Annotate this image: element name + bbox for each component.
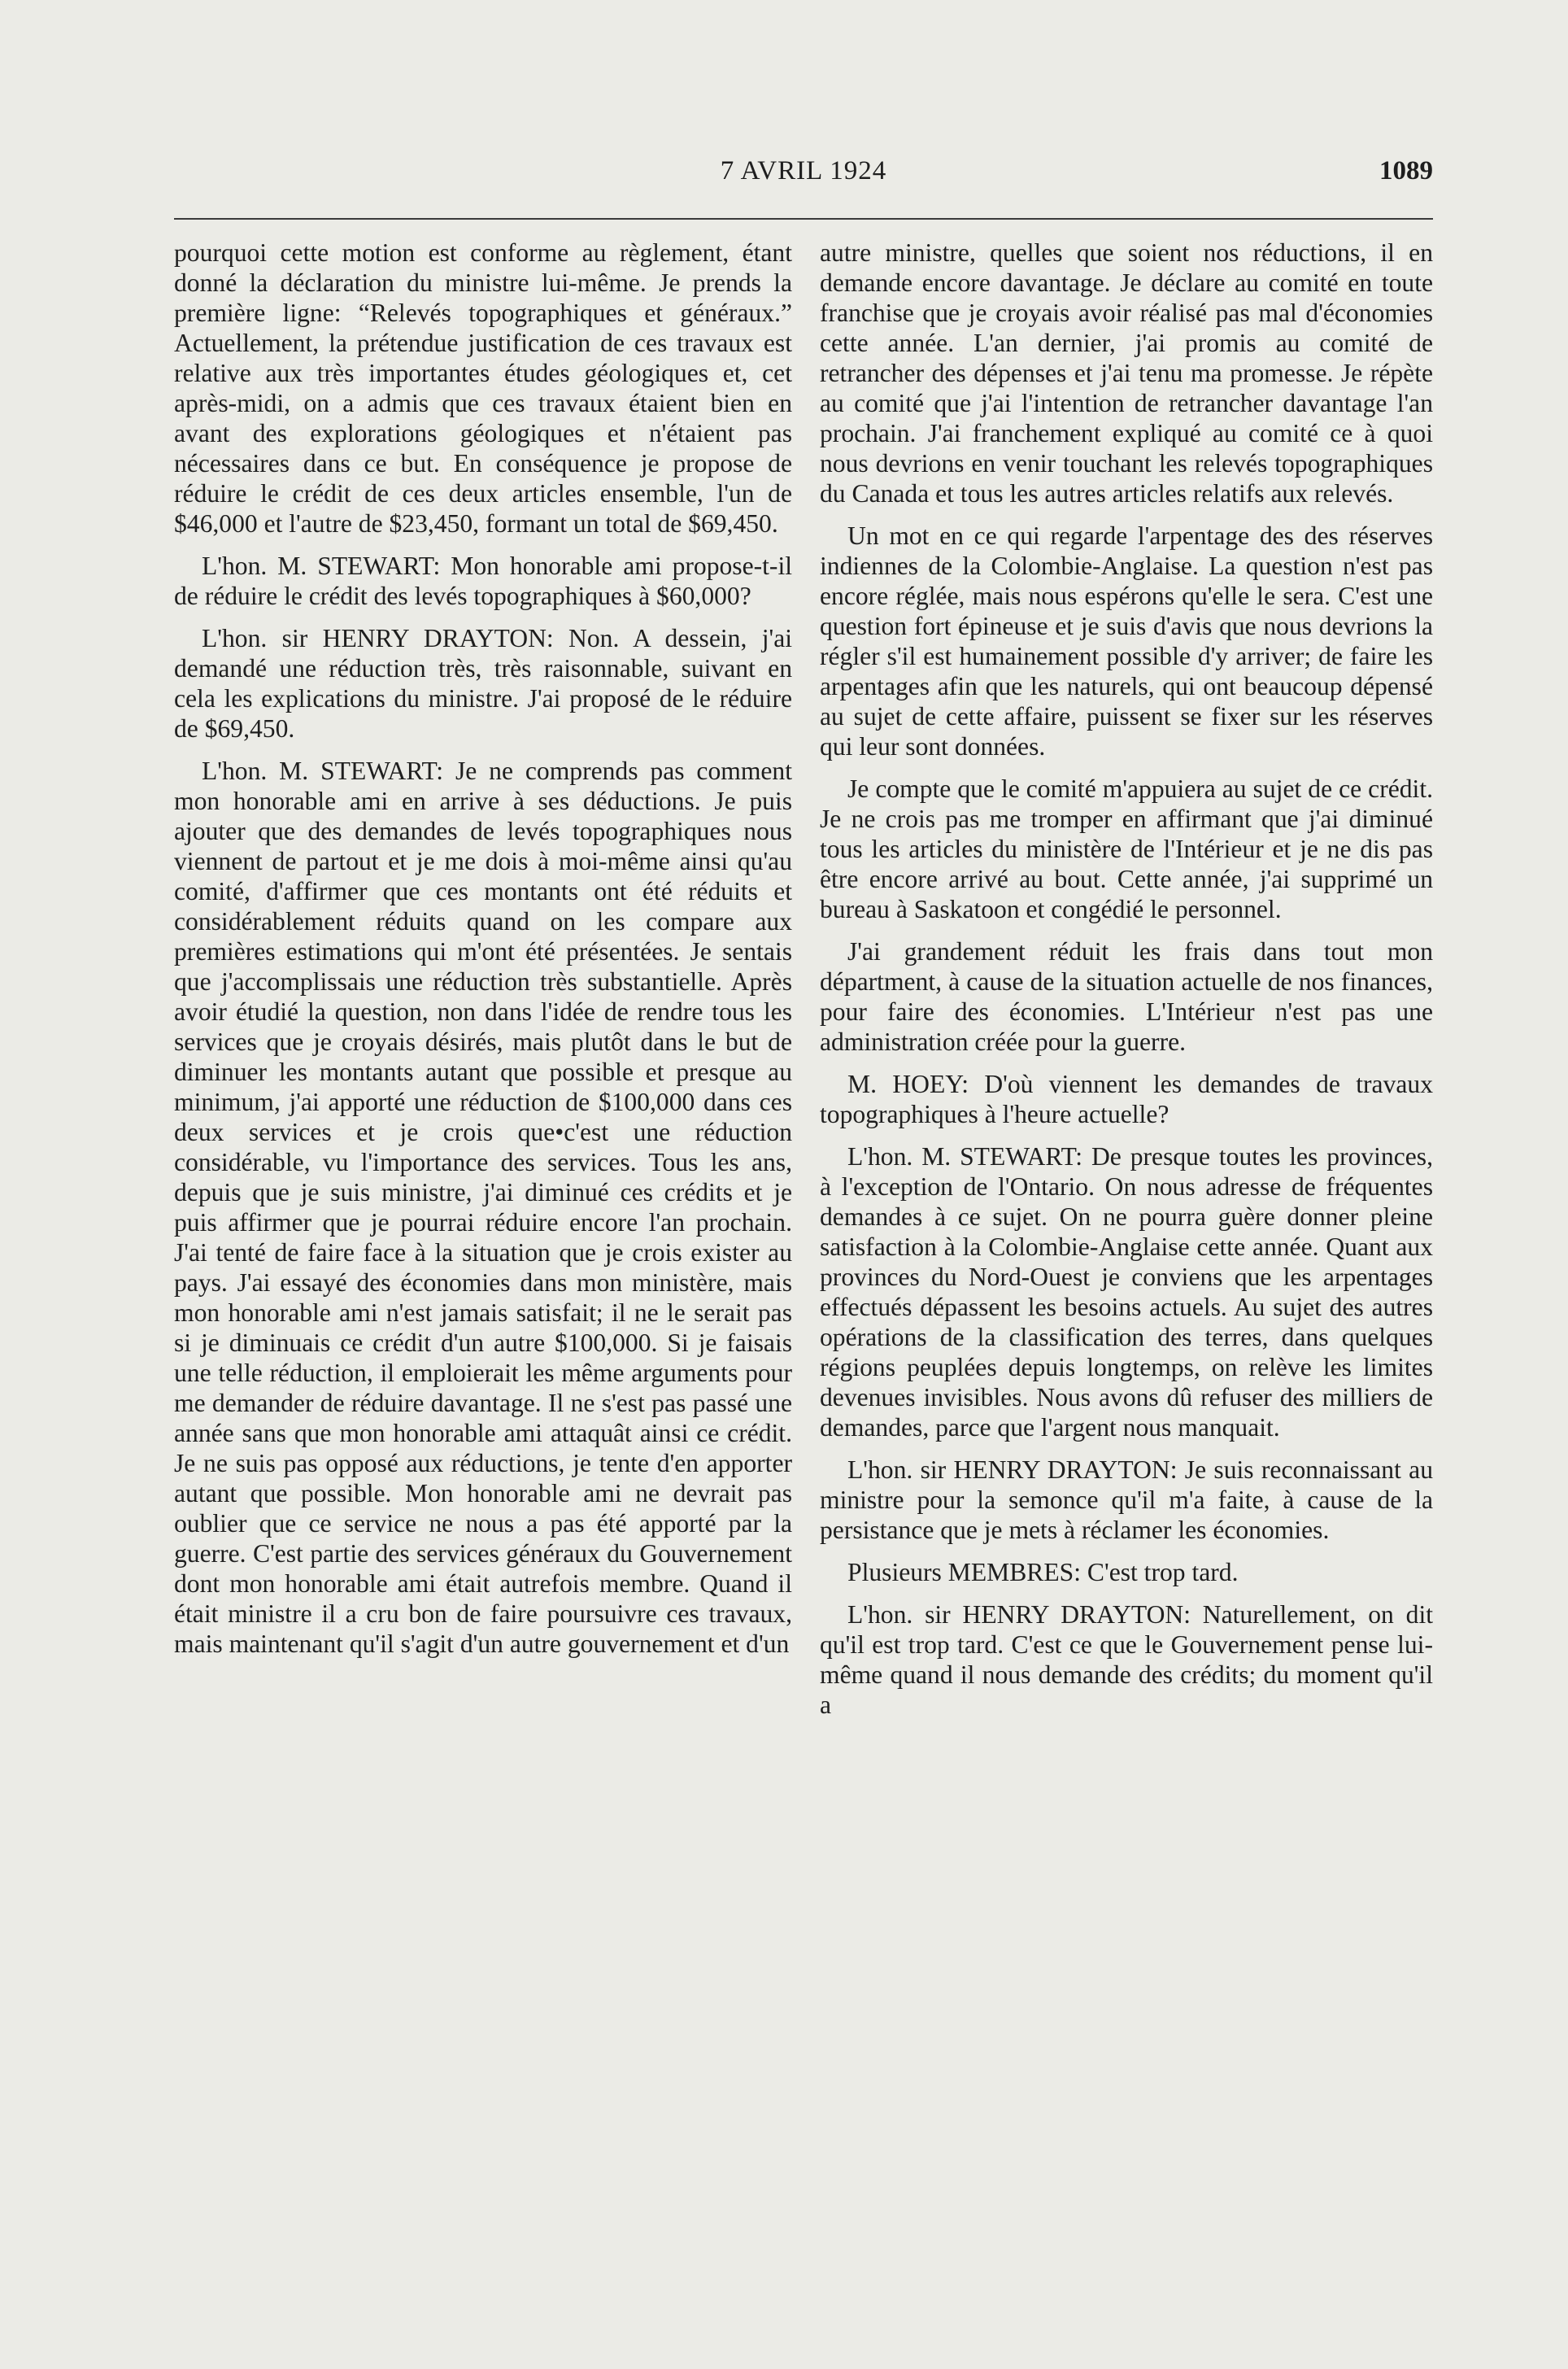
paragraph: L'hon. sir HENRY DRAYTON: Naturellement, on dit qu'il est trop tard. C'est ce que le Gouvernement pense lui-même quand il nous demande des crédits; du moment qu'il a: [820, 1600, 1433, 1719]
paragraph: L'hon. M. STEWART: Je ne comprends pas comment mon honorable ami en arrive à ses déductions. Je puis ajouter que des demandes de levés topographiques nous viennent de partout et je me dois à moi-même ainsi qu'au comité, d'affirmer que ces montants ont été réduits et considérablement réduits quand on les compare aux premières estimations qui m'ont été présentées. Je sentais que j'accomplissais une réduction très substantielle. Après avoir étudié la question, non dans l'idée de rendre tous les services que je croyais désirés, mais plutôt dans le but de diminuer les montants autant que possible et presque au minimum, j'ai apporté une réduction de $100,000 dans ces deux services et je crois que•c'est une réduction considérable, vu l'importance des services. Tous les ans, depuis que je suis ministre, j'ai diminué ces crédits et je puis affirmer que je pourrai réduire encore l'an prochain. J'ai tenté de faire face à la situation que je crois exister au pays. J'ai essayé des économies dans mon ministère, mais mon honorable ami n'est jamais satisfait; il ne le serait pas si je diminuais ce crédit d'un autre $100,000. Si je faisais une telle réduction, il emploierait les même arguments pour me demander de réduire davantage. Il ne s'est pas passé une année sans que mon honorable ami attaquât ainsi ce crédit. Je ne suis pas opposé aux réductions, je tente d'en apporter autant que possible. Mon honorable ami ne devrait pas oublier que ce service ne nous a pas été apporté par la guerre. C'est partie des services généraux du Gouvernement dont mon honorable ami était autrefois membre. Quand il était ministre il a cru bon de faire poursuivre ces travaux, mais maintenant qu'il s'agit d'un autre gouvernement et d'un: [174, 757, 792, 1658]
paragraph: L'hon. sir HENRY DRAYTON: Non. A dessein, j'ai demandé une réduction très, très raisonnable, suivant en cela les explications du ministre. J'ai proposé de le réduire de $69,450.: [174, 624, 792, 743]
left-column: [174, 238, 792, 1671]
header-date: 7 AVRIL 1924: [720, 156, 887, 185]
paragraph: pourquoi cette motion est conforme au règlement, étant donné la déclaration du ministre lui-même. Je prends la première ligne: “Relevés topographiques et généraux.” Actuellement, la prétendue justification de ces travaux est relative aux très importantes études géologiques et, cet après-midi, on a admis que ces travaux étaient bien en avant des explorations géologiques et n'étaient pas nécessaires dans ce but. En conséquence je propose de réduire le crédit de ces deux articles ensemble, l'un de $46,000 et l'autre de $23,450, formant un total de $69,450.: [174, 238, 792, 538]
paragraph: M. HOEY: D'où viennent les demandes de travaux topographiques à l'heure actuelle?: [820, 1070, 1433, 1128]
paragraph: L'hon. M. STEWART: Mon honorable ami propose-t-il de réduire le crédit des levés topographiques à $60,000?: [174, 552, 792, 610]
paragraph: autre ministre, quelles que soient nos réductions, il en demande encore davantage. Je déclare au comité en toute franchise que je croyais avoir réalisé pas mal d'économies cette année. L'an dernier, j'ai promis au comité de retrancher des dépenses et j'ai tenu ma promesse. Je répète au comité que j'ai l'intention de retrancher davantage l'an prochain. J'ai franchement expliqué au comité ce à quoi nous devrions en venir touchant les relevés topographiques du Canada et tous les autres articles relatifs aux relevés.: [820, 238, 1433, 508]
paragraph: Plusieurs MEMBRES: C'est trop tard.: [847, 1558, 1239, 1586]
paragraph: J'ai grandement réduit les frais dans tout mon départment, à cause de la situation actuelle de nos finances, pour faire des économies. L'Intérieur n'est pas une administration créée pour la guerre.: [820, 937, 1433, 1056]
right-column: [820, 238, 1433, 1732]
paragraph: L'hon. M. STEWART: De presque toutes les provinces, à l'exception de l'Ontario. On nous adresse de fréquentes demandes à ce sujet. On ne pourra guère donner pleine satisfaction à la Colombie-Anglaise cette année. Quant aux provinces du Nord-Ouest je conviens que les arpentages effectués dépassent les besoins actuels. Au sujet des autres opérations de la classification des terres, dans quelques régions peuplées depuis longtemps, on relève les limites devenues invisibles. Nous avons dû refuser des milliers de demandes, parce que l'argent nous manquait.: [820, 1142, 1433, 1442]
header-rule: [174, 218, 1433, 220]
paragraph: L'hon. sir HENRY DRAYTON: Je suis reconnaissant au ministre pour la semonce qu'il m'a faite, à cause de la persistance que je mets à réclamer les économies.: [820, 1455, 1433, 1544]
paragraph: Je compte que le comité m'appuiera au sujet de ce crédit. Je ne crois pas me tromper en affirmant que j'ai diminué tous les articles du ministère de l'Intérieur et je ne dis pas être encore arrivé au bout. Cette année, j'ai supprimé un bureau à Saskatoon et congédié le personnel.: [820, 774, 1433, 923]
page-header: [174, 156, 1433, 205]
paragraph: Un mot en ce qui regarde l'arpentage des des réserves indiennes de la Colombie-Anglaise. La question n'est pas encore réglée, mais nous espérons qu'elle le sera. C'est une question fort épineuse et je suis d'avis que nous devrions la régler s'il est humainement possible d'y arriver; de faire les arpentages afin que les naturels, qui ont beaucoup dépensé au sujet de cette affaire, puissent se fixer sur les réserves qui leur sont données.: [820, 521, 1433, 761]
page-number: 1089: [1379, 156, 1433, 185]
